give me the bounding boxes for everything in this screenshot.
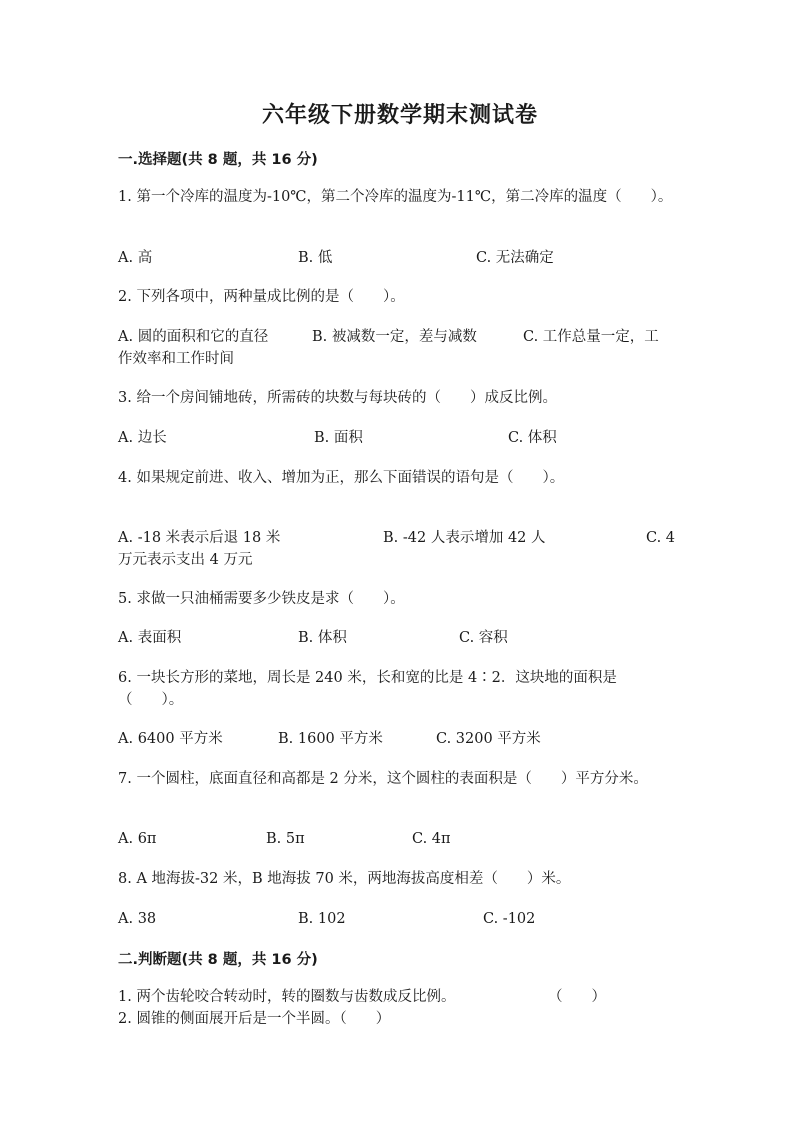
question-3-option-a[interactable]: A. 边长	[118, 430, 167, 446]
question-4-option-a[interactable]: A. -18 米表示后退 18 米	[118, 530, 281, 546]
question-7-options	[118, 828, 678, 850]
question-5-option-c[interactable]: C. 容积	[459, 630, 508, 646]
question-4-stem: 4. 如果规定前进、收入、增加为正，那么下面错误的语句是（ ）。	[118, 470, 565, 486]
question-5-option-a[interactable]: A. 表面积	[118, 630, 182, 646]
question-8-options	[118, 908, 678, 930]
question-3-stem: 3. 给一个房间铺地砖，所需砖的块数与每块砖的（ ）成反比例。	[118, 390, 557, 406]
question-3-options	[118, 427, 678, 449]
judgement-2-text: 2. 圆锥的侧面展开后是一个半圆。（ ）	[118, 1011, 391, 1027]
question-7-option-a[interactable]: A. 6π	[118, 831, 157, 847]
question-8-stem: 8. A 地海拔-32 米，B 地海拔 70 米，两地海拔高度相差（ ）米。	[118, 871, 571, 887]
question-2-option-c-line2: 作效率和工作时间	[118, 351, 234, 367]
question-2-option-c-continued	[118, 348, 678, 370]
question-4-option-c-line2: 万元表示支出 4 万元	[118, 552, 253, 568]
question-1-option-c[interactable]: C. 无法确定	[476, 250, 554, 266]
question-1-option-b[interactable]: B. 低	[298, 250, 333, 266]
question-3-option-b[interactable]: B. 面积	[314, 430, 363, 446]
section-heading-choice: 一.选择题(共 8 题，共 16 分)	[118, 152, 318, 168]
question-1-option-a[interactable]: A. 高	[118, 250, 153, 266]
question-4-options	[118, 527, 678, 549]
question-7-option-b[interactable]: B. 5π	[266, 831, 305, 847]
judgement-1-text: 1. 两个齿轮咬合转动时，转的圈数与齿数成反比例。	[118, 989, 456, 1005]
question-2-option-a[interactable]: A. 圆的面积和它的直径	[118, 329, 269, 345]
question-1-options	[118, 247, 678, 269]
question-6-option-b[interactable]: B. 1600 平方米	[278, 731, 383, 747]
question-7-option-c[interactable]: C. 4π	[412, 831, 451, 847]
question-2-option-c[interactable]: C. 工作总量一定，工	[523, 329, 659, 345]
question-7-stem: 7. 一个圆柱，底面直径和高都是 2 分米，这个圆柱的表面积是（ ）平方分米。	[118, 771, 648, 787]
question-2-options	[118, 326, 678, 348]
question-6-options	[118, 728, 678, 750]
question-2-option-b[interactable]: B. 被减数一定，差与减数	[312, 329, 477, 345]
question-4-option-c[interactable]: C. 4	[646, 530, 676, 546]
question-1-stem: 1. 第一个冷库的温度为-10℃，第二个冷库的温度为-11℃，第二冷库的温度（ ）。	[118, 189, 673, 205]
question-3-option-c[interactable]: C. 体积	[508, 430, 557, 446]
question-5-options	[118, 627, 678, 649]
question-8-option-b[interactable]: B. 102	[298, 911, 346, 927]
question-5-option-b[interactable]: B. 体积	[298, 630, 347, 646]
page-title: 六年级下册数学期末测试卷	[261, 102, 538, 128]
question-6-option-c[interactable]: C. 3200 平方米	[436, 731, 541, 747]
question-8-option-a[interactable]: A. 38	[118, 911, 157, 927]
question-6-stem: 6. 一块长方形的菜地，周长是 240 米，长和宽的比是 4∶2．这块地的面积是（ ）。	[118, 670, 617, 708]
question-2-stem: 2. 下列各项中，两种量成比例的是（ ）。	[118, 289, 405, 305]
question-8-option-c[interactable]: C. -102	[483, 911, 536, 927]
section-heading-judgement: 二.判断题(共 8 题，共 16 分)	[118, 952, 318, 968]
question-4-option-b[interactable]: B. -42 人表示增加 42 人	[383, 530, 546, 546]
question-6-option-a[interactable]: A. 6400 平方米	[118, 731, 223, 747]
question-5-stem: 5. 求做一只油桶需要多少铁皮是求（ ）。	[118, 591, 405, 607]
question-4-option-c-continued	[118, 549, 678, 571]
judgement-1-answer-blank[interactable]: （ ）	[548, 989, 606, 1005]
